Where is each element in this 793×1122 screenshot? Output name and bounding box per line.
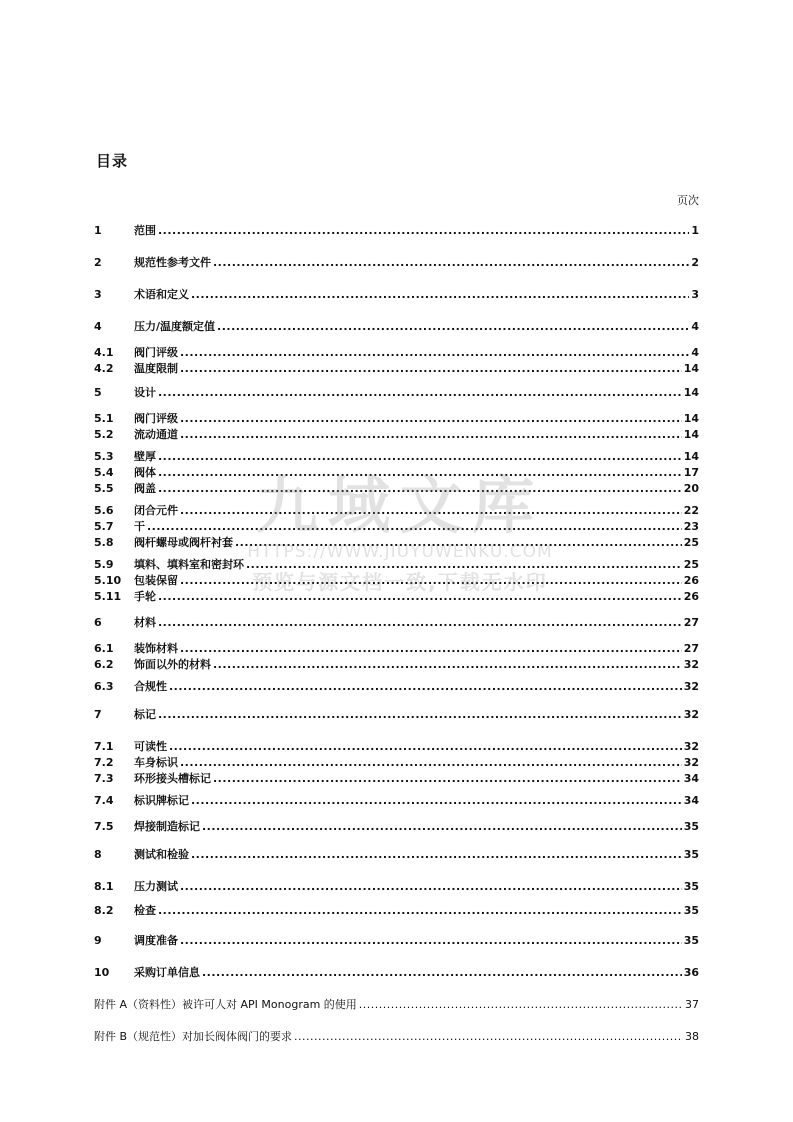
toc-entry-number: 10 [94, 966, 110, 979]
toc-entry-number: 5.4 [94, 466, 114, 479]
toc-entry[interactable] [94, 556, 699, 572]
toc-entry-label: 壁厚 [134, 450, 156, 463]
toc-entry-label: 闭合元件 [134, 504, 178, 517]
toc-entry-number: 5.8 [94, 536, 114, 549]
toc-entry-page: 1 [691, 224, 699, 237]
toc-entry-label: 手轮 [134, 590, 156, 603]
toc-entry[interactable] [94, 878, 699, 894]
toc-entry[interactable] [94, 480, 699, 496]
toc-leader-dots [158, 482, 682, 496]
toc-leader-dots [246, 558, 682, 572]
toc-entry-page: 37 [685, 998, 699, 1011]
toc-leader-dots [158, 450, 682, 464]
toc-entry-label: 压力/温度额定值 [134, 320, 216, 333]
toc-leader-dots [180, 574, 682, 588]
toc-leader-dots [359, 998, 683, 1012]
toc-entry-page: 14 [683, 428, 699, 441]
toc-entry[interactable] [94, 964, 699, 980]
toc-entry[interactable] [94, 572, 699, 588]
toc-entry-number: 5.10 [94, 574, 122, 587]
toc-entry-number: 7.4 [94, 794, 114, 807]
toc-leader-dots [158, 616, 682, 630]
toc-entry[interactable] [94, 464, 699, 480]
toc-entry-number: 6.1 [94, 642, 114, 655]
toc-entry-label: 压力测试 [134, 880, 178, 893]
toc-entry-label: 车身标识 [134, 756, 178, 769]
toc-entry[interactable] [94, 222, 699, 238]
toc-entry-page: 25 [683, 558, 699, 571]
toc-leader-dots [147, 520, 682, 534]
toc-entry-page: 35 [683, 904, 699, 917]
toc-entry-page: 32 [683, 756, 699, 769]
toc-entry-number: 8 [94, 848, 102, 861]
toc-entry-page: 34 [683, 772, 699, 785]
toc-leader-dots [217, 320, 689, 334]
toc-entry-number: 9 [94, 934, 102, 947]
toc-entry[interactable] [94, 426, 699, 442]
toc-entry-page: 32 [683, 680, 699, 693]
toc-leader-dots [180, 346, 689, 360]
toc-entry-number: 8.1 [94, 880, 114, 893]
toc-entry[interactable] [94, 502, 699, 518]
toc-entry-number: 7.1 [94, 740, 114, 753]
toc-entry-number: 7.2 [94, 756, 114, 769]
toc-leader-dots [235, 536, 682, 550]
toc-entry-page: 4 [691, 320, 699, 333]
toc-entry-number: 4.2 [94, 362, 114, 375]
toc-entry-number: 5.7 [94, 520, 114, 533]
toc-entry[interactable] [94, 318, 699, 334]
toc-entry-number: 7.5 [94, 820, 114, 833]
toc-entry-number: 5.5 [94, 482, 114, 495]
toc-leader-dots [180, 756, 682, 770]
toc-entry-number: 5 [94, 386, 102, 399]
toc-leader-dots [158, 224, 689, 238]
toc-entry-label: 标识牌标记 [134, 794, 189, 807]
toc-leader-dots [180, 934, 682, 948]
toc-entry-number: 2 [94, 256, 102, 269]
toc-entry-label: 阀杆螺母或阀杆衬套 [134, 536, 233, 549]
toc-entry-label: 标记 [134, 708, 156, 721]
toc-entry-page: 35 [683, 820, 699, 833]
toc-entry-page: 35 [683, 848, 699, 861]
toc-leader-dots [180, 642, 682, 656]
toc-leader-dots [180, 428, 682, 442]
toc-entry-page: 17 [683, 466, 699, 479]
toc-entry-page: 14 [683, 412, 699, 425]
toc-leader-dots [158, 904, 682, 918]
toc-entry-label: 采购订单信息 [134, 966, 200, 979]
toc-entry-number: 5.2 [94, 428, 114, 441]
toc-entry[interactable] [94, 588, 699, 604]
toc-entry-label: 附件 B（规范性）对加长阀体阀门的要求 [94, 1030, 293, 1043]
toc-leader-dots [180, 362, 682, 376]
toc-entry-page: 27 [683, 642, 699, 655]
toc-entry-label: 检查 [134, 904, 156, 917]
toc-entry[interactable] [94, 384, 699, 400]
toc-leader-dots [191, 794, 682, 808]
page-column-label: 页次 [677, 194, 699, 207]
toc-entry-number: 5.1 [94, 412, 114, 425]
toc-entry-label: 饰面以外的材料 [134, 658, 211, 671]
toc-entry-label: 温度限制 [134, 362, 178, 375]
toc-leader-dots [158, 386, 682, 400]
toc-leader-dots [158, 708, 682, 722]
toc-entry-label: 阀体 [134, 466, 156, 479]
toc-entry[interactable] [94, 344, 699, 360]
toc-annex-entry[interactable] [94, 1028, 699, 1044]
toc-entry[interactable] [94, 902, 699, 918]
toc-entry[interactable] [94, 738, 699, 754]
toc-entry-page: 14 [683, 386, 699, 399]
toc-entry-label: 焊接制造标记 [134, 820, 200, 833]
toc-entry-number: 5.3 [94, 450, 114, 463]
toc-entry-page: 23 [683, 520, 699, 533]
toc-entry-page: 2 [691, 256, 699, 269]
toc-entry-page: 32 [683, 658, 699, 671]
toc-entry-label: 术语和定义 [134, 288, 189, 301]
toc-entry-label: 填料、填料室和密封环 [134, 558, 244, 571]
toc-entry-number: 1 [94, 224, 102, 237]
toc-annex-entry[interactable] [94, 996, 699, 1012]
toc-entry-number: 8.2 [94, 904, 114, 917]
toc-entry-number: 6.3 [94, 680, 114, 693]
toc-entry-page: 32 [683, 708, 699, 721]
toc-entry-number: 4 [94, 320, 102, 333]
toc-entry-label: 环形接头槽标记 [134, 772, 211, 785]
toc-entry-number: 6 [94, 616, 102, 629]
toc-entry-label: 规范性参考文件 [134, 256, 211, 269]
toc-entry-page: 34 [683, 794, 699, 807]
toc-entry[interactable] [94, 932, 699, 948]
toc-leader-dots [191, 288, 689, 302]
page-title: 目录 [96, 152, 129, 170]
toc-leader-dots [213, 256, 689, 270]
toc-leader-dots [202, 966, 682, 980]
toc-entry-page: 25 [683, 536, 699, 549]
toc-leader-dots [191, 848, 682, 862]
toc-entry[interactable] [94, 792, 699, 808]
toc-leader-dots [180, 412, 682, 426]
toc-entry[interactable] [94, 410, 699, 426]
toc-entry[interactable] [94, 360, 699, 376]
toc-entry-number: 7.3 [94, 772, 114, 785]
toc-entry-page: 38 [685, 1030, 699, 1043]
toc-entry[interactable] [94, 254, 699, 270]
toc-entry[interactable] [94, 818, 699, 834]
toc-entry-number: 5.6 [94, 504, 114, 517]
toc-entry[interactable] [94, 706, 699, 722]
toc-entry-page: 27 [683, 616, 699, 629]
toc-entry-number: 6.2 [94, 658, 114, 671]
toc-entry-label: 阀门评级 [134, 412, 178, 425]
toc-entry-label: 可读性 [134, 740, 167, 753]
toc-entry-page: 14 [683, 450, 699, 463]
toc-entry[interactable] [94, 678, 699, 694]
toc-entry-page: 35 [683, 880, 699, 893]
toc-entry[interactable] [94, 286, 699, 302]
toc-entry[interactable] [94, 534, 699, 550]
toc-entry-label: 阀盖 [134, 482, 156, 495]
toc-leader-dots [158, 466, 682, 480]
toc-entry-label: 调度准备 [134, 934, 178, 947]
toc-entry-number: 3 [94, 288, 102, 301]
toc-entry-page: 32 [683, 740, 699, 753]
toc-entry-label: 干 [134, 520, 145, 533]
toc-entry[interactable] [94, 614, 699, 630]
toc-leader-dots [202, 820, 682, 834]
toc-entry-number: 5.9 [94, 558, 114, 571]
toc-entry-number: 4.1 [94, 346, 114, 359]
toc-entry[interactable] [94, 846, 699, 862]
toc-leader-dots [158, 590, 682, 604]
toc-entry-label: 范围 [134, 224, 156, 237]
toc-entry-label: 合规性 [134, 680, 167, 693]
toc-entry-page: 22 [683, 504, 699, 517]
toc-leader-dots [180, 880, 682, 894]
toc-entry-label: 流动通道 [134, 428, 178, 441]
toc-leader-dots [213, 658, 682, 672]
toc-leader-dots [180, 504, 682, 518]
toc-entry-number: 7 [94, 708, 102, 721]
toc-entry-page: 3 [691, 288, 699, 301]
toc-entry-label: 阀门评级 [134, 346, 178, 359]
toc-entry-label: 装饰材料 [134, 642, 178, 655]
toc-entry[interactable] [94, 640, 699, 656]
toc-entry-page: 35 [683, 934, 699, 947]
toc-leader-dots [294, 1030, 683, 1044]
watermark-url: HTTPS://WWW.JIUYUWENKU.COM [247, 542, 553, 562]
toc-entry-label: 包装保留 [134, 574, 178, 587]
toc-entry[interactable] [94, 448, 699, 464]
toc-entry[interactable] [94, 518, 699, 534]
toc-entry-label: 设计 [134, 386, 156, 399]
toc-entry-label: 测试和检验 [134, 848, 189, 861]
toc-entry-page: 4 [691, 346, 699, 359]
toc-entry-label: 附件 A（资料性）被许可人对 API Monogram 的使用 [94, 998, 357, 1011]
toc-entry-page: 20 [683, 482, 699, 495]
toc-entry-label: 材料 [134, 616, 156, 629]
toc-entry[interactable] [94, 770, 699, 786]
toc-leader-dots [169, 740, 682, 754]
toc-entry-page: 26 [683, 574, 699, 587]
toc-entry-number: 5.11 [94, 590, 122, 603]
toc-leader-dots [213, 772, 682, 786]
toc-leader-dots [169, 680, 682, 694]
watermark-subtitle: 预览与源文档一致,下载无水印 [252, 570, 548, 594]
toc-entry[interactable] [94, 656, 699, 672]
toc-entry-page: 36 [683, 966, 699, 979]
toc-entry-page: 26 [683, 590, 699, 603]
toc-entry-page: 14 [683, 362, 699, 375]
toc-entry[interactable] [94, 754, 699, 770]
watermark-main-text: 九域文库 [255, 469, 544, 542]
